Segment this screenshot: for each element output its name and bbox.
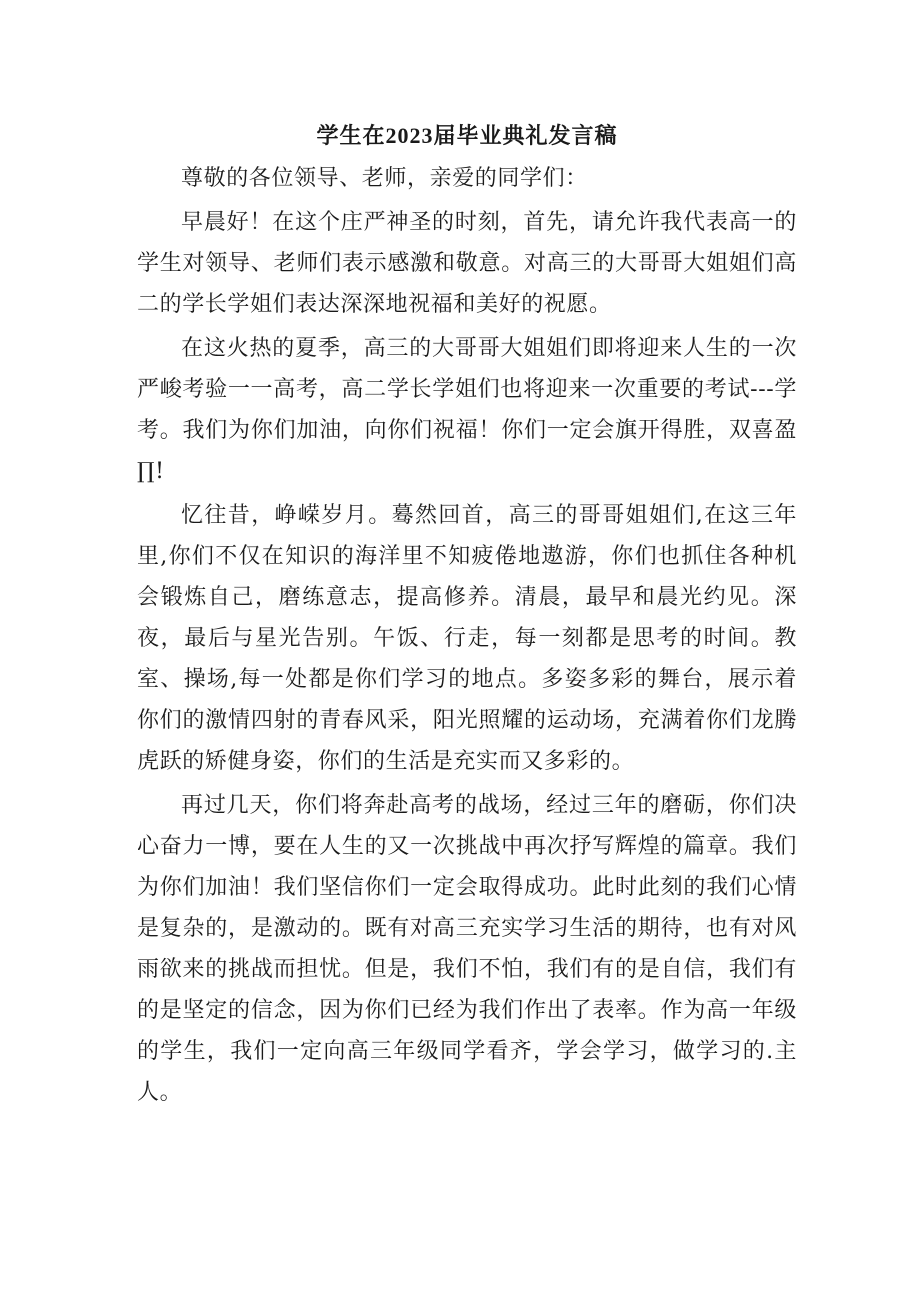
document-title — [137, 118, 797, 154]
paragraph-summer: 在这火热的夏季，高三的大哥哥大姐姐们即将迎来人生的一次严峻考验一一高考，高二学长学姐们也将迎来一次重要的考试---学考。我们为你们加油，向你们祝福！你们一定会旗开得胜，双喜盈∏! — [137, 336, 797, 484]
title-year: 2023 — [385, 123, 434, 148]
paragraph-greeting: 早晨好！在这个庄严神圣的时刻，首先，请允许我代表高一的学生对领导、老师们表示感激和敬意。对高三的大哥哥大姐姐们高二的学长学姐们表达深深地祝福和美好的祝愿。 — [137, 210, 797, 317]
title-prefix: 学生在 — [316, 123, 386, 149]
title-suffix: 届毕业典礼发言稿 — [433, 123, 618, 149]
paragraph-memories: 忆往昔，峥嵘岁月。蓦然回首，高三的哥哥姐姐们,在这三年里,你们不仅在知识的海洋里不知疲倦地遨游，你们也抓住各种机会锻炼自己，磨练意志，提高修养。清晨，最早和晨光约见。深夜，最后与星光告别。午饭、行走，每一刻都是思考的时间。教室、操场,每一处都是你们学习的地点。多姿多彩的舞台，展示着你们的激情四射的青春风采，阳光照耀的运动场，充满着你们龙腾虎跃的矫健身姿，你们的生活是充实而又多彩的。 — [137, 503, 797, 774]
document-page — [137, 118, 797, 1116]
salutation: 尊敬的各位领导、老师，亲爱的同学们： — [181, 166, 588, 191]
paragraph-future: 再过几天，你们将奔赴高考的战场，经过三年的磨砺，你们决心奋力一博，要在人生的又一次挑战中再次抒写辉煌的篇章。我们为你们加油！我们坚信你们一定会取得成功。此时此刻的我们心情是复杂的，是激动的。既有对高三充实学习生活的期待，也有对风雨欲来的挑战而担忧。但是，我们不怕，我们有的是自信，我们有的是坚定的信念，因为你们已经为我们作出了表率。作为高一年级的学生，我们一定向高三年级同学看齐，学会学习，做学习的.主人。 — [137, 793, 797, 1105]
